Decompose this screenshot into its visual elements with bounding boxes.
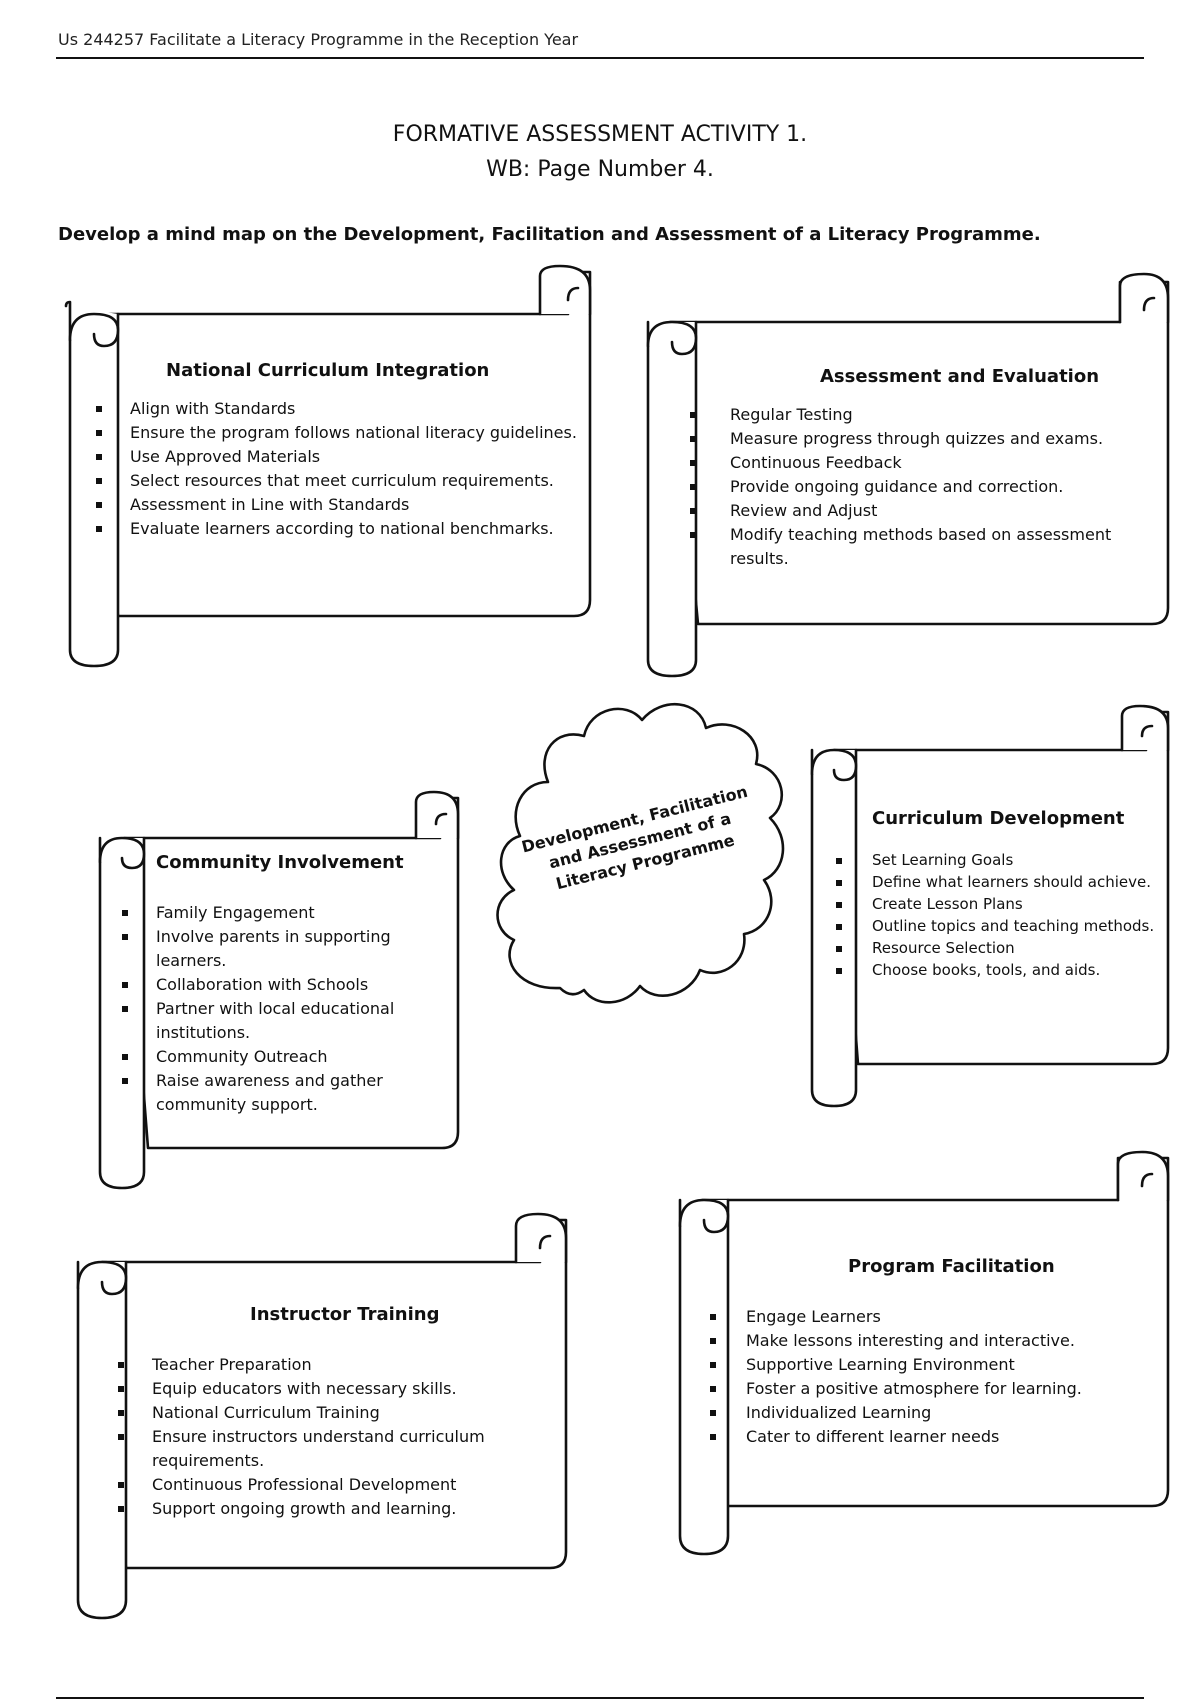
list-item: Provide ongoing guidance and correction. [730,475,1150,499]
card-list [730,403,1150,571]
card-title: Instructor Training [250,1304,440,1325]
list-item: Raise awareness and gather community support. [156,1069,446,1117]
list-item: Measure progress through quizzes and exams. [730,427,1150,451]
card-title: National Curriculum Integration [166,360,490,381]
list-item: Align with Standards [130,397,590,421]
card-list [746,1305,1156,1449]
card-list [156,901,446,1117]
list-item: Resource Selection [872,937,1168,959]
list-item: National Curriculum Training [152,1401,532,1425]
list-item: Support ongoing growth and learning. [152,1497,532,1521]
list-item: Collaboration with Schools [156,973,446,997]
card-program-facilitation [746,1256,1156,1449]
list-item: Supportive Learning Environment [746,1353,1156,1377]
list-item: Define what learners should achieve. [872,871,1168,893]
card-instructor-training [152,1304,532,1521]
list-item: Use Approved Materials [130,445,590,469]
list-item: Choose books, tools, and aids. [872,959,1168,981]
card-title: Community Involvement [156,852,404,873]
list-item: Involve parents in supporting learners. [156,925,446,973]
list-item: Create Lesson Plans [872,893,1168,915]
list-item: Select resources that meet curriculum requirements. [130,469,590,493]
card-community-involvement [156,852,446,1117]
list-item: Foster a positive atmosphere for learning. [746,1377,1156,1401]
card-title: Assessment and Evaluation [820,366,1100,387]
list-item: Continuous Professional Development [152,1473,532,1497]
card-list [152,1353,532,1521]
list-item: Community Outreach [156,1045,446,1069]
list-item: Continuous Feedback [730,451,1150,475]
card-list [130,397,590,541]
card-title: Curriculum Development [872,808,1125,829]
footer-rule [56,1697,1144,1699]
activity-title: FORMATIVE ASSESSMENT ACTIVITY 1. [392,122,808,147]
list-item: Ensure instructors understand curriculum requirements. [152,1425,532,1473]
list-item: Outline topics and teaching methods. [872,915,1168,937]
list-item: Make lessons interesting and interactive. [746,1329,1156,1353]
card-national-curriculum-integration [130,360,590,541]
list-item: Assessment in Line with Standards [130,493,590,517]
list-item: Engage Learners [746,1305,1156,1329]
list-item: Individualized Learning [746,1401,1156,1425]
list-item: Family Engagement [156,901,446,925]
card-title: Program Facilitation [848,1256,1055,1277]
list-item: Review and Adjust [730,499,1150,523]
central-topic: Development, Facilitation and Assessment of a Literacy Programme [519,781,750,894]
list-item: Ensure the program follows national literacy guidelines. [130,421,590,445]
list-item: Modify teaching methods based on assessment results. [730,523,1150,571]
list-item: Regular Testing [730,403,1150,427]
list-item: Partner with local educational institutions. [156,997,446,1045]
list-item: Equip educators with necessary skills. [152,1377,532,1401]
workbook-page-reference: WB: Page Number 4. [486,157,714,182]
list-item: Teacher Preparation [152,1353,532,1377]
running-header: Us 244257 Facilitate a Literacy Programme in the Reception Year [58,30,579,49]
list-item: Evaluate learners according to national benchmarks. [130,517,590,541]
card-list [872,849,1168,981]
card-assessment-and-evaluation [730,366,1150,571]
card-curriculum-development [872,808,1168,981]
list-item: Set Learning Goals [872,849,1168,871]
instruction-text: Develop a mind map on the Development, Facilitation and Assessment of a Literacy Programme. [58,224,1041,245]
list-item: Cater to different learner needs [746,1425,1156,1449]
